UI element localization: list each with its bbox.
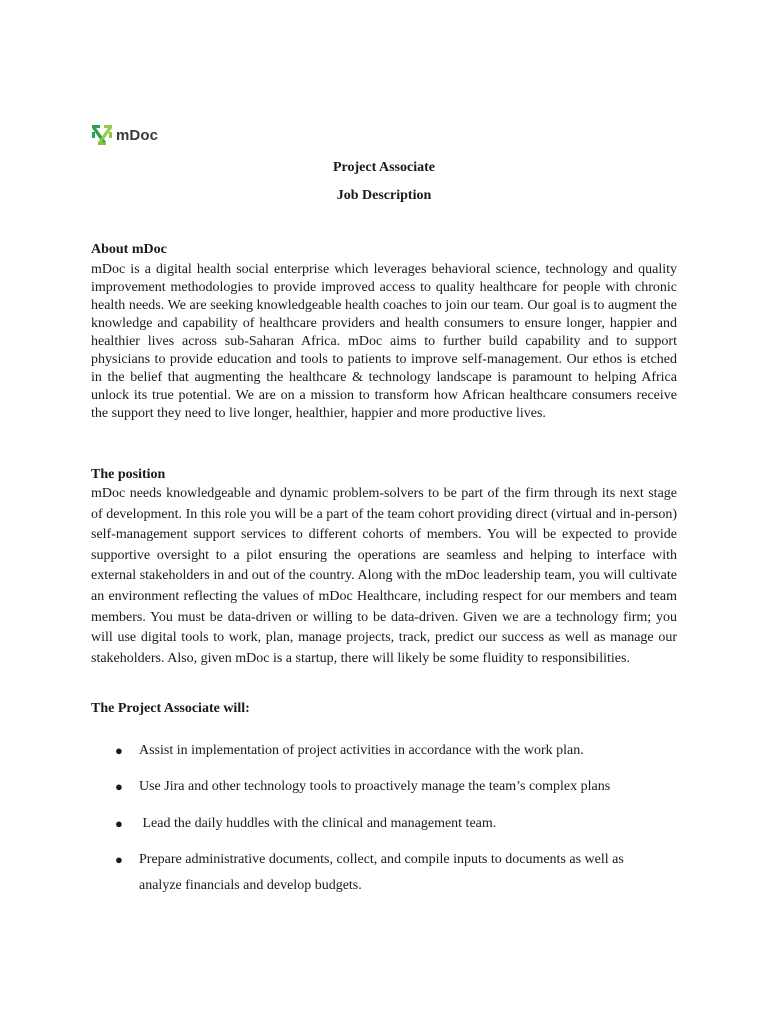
bullet-icon: ● [115,852,123,867]
responsibilities-heading: The Project Associate will: [91,701,250,716]
list-item [91,847,691,899]
responsibilities-list [91,738,691,899]
page-subtitle: Job Description [336,188,432,203]
bullet-icon: ● [115,743,123,758]
mdoc-logo-icon [90,122,114,148]
mdoc-logo [90,121,158,149]
page-title: Project Associate [333,160,435,175]
list-item-text: Prepare administrative documents, collect, and compile inputs to documents as well as analyze financials and develop budgets. [139,852,624,893]
list-item [91,774,691,800]
list-item-text: Lead the daily huddles with the clinical and management team. [139,816,497,831]
about-heading: About mDoc [91,242,167,257]
bullet-icon: ● [115,779,123,794]
list-item [91,811,691,837]
position-paragraph: mDoc needs knowledgeable and dynamic problem-solvers to be part of the firm through its next stage of development. In this role you will be a part of the team cohort providing direct (virtual and in-person) self-management support services to different cohorts of members. You will be expected to provide supportive oversight to a pilot ensuring the operations are seamless and helping to interface with external stakeholders in and out of the country. Along with the mDoc leadership team, you will cultivate an environment reflecting the values of mDoc Healthcare, including respect for our members and team members. You must be data-driven or willing to be data-driven. Given we are a technology firm; you will use digital tools to work, plan, manage projects, track, predict our success as well as manage our stakeholders. Also, given mDoc is a startup, there will likely be some fluidity to responsibilities. [91,486,677,666]
about-paragraph: mDoc is a digital health social enterprise which leverages behavioral science, technology and quality improvement methodologies to provide improved access to quality healthcare for people with chronic health needs. We are seeking knowledgeable health coaches to join our team. Our goal is to augment the knowledge and capability of healthcare providers and health consumers to ensure longer, happier and healthier lives across sub-Saharan Africa. mDoc aims to further build capability and to support physicians to provide education and tools to patients to improve self-management. Our ethos is etched in the belief that augmenting the healthcare & technology landscape is paramount to helping Africa unlock its true potential. We are on a mission to transform how African healthcare consumers receive the support they need to live longer, healthier, happier and more productive lives. [91,262,677,421]
logo-wordmark: mDoc [116,126,159,144]
bullet-icon: ● [115,816,123,831]
list-item-text: Use Jira and other technology tools to proactively manage the team’s complex plans [139,779,611,794]
list-item-text: Assist in implementation of project activities in accordance with the work plan. [139,743,584,758]
list-item [91,738,691,764]
position-heading: The position [91,467,166,482]
